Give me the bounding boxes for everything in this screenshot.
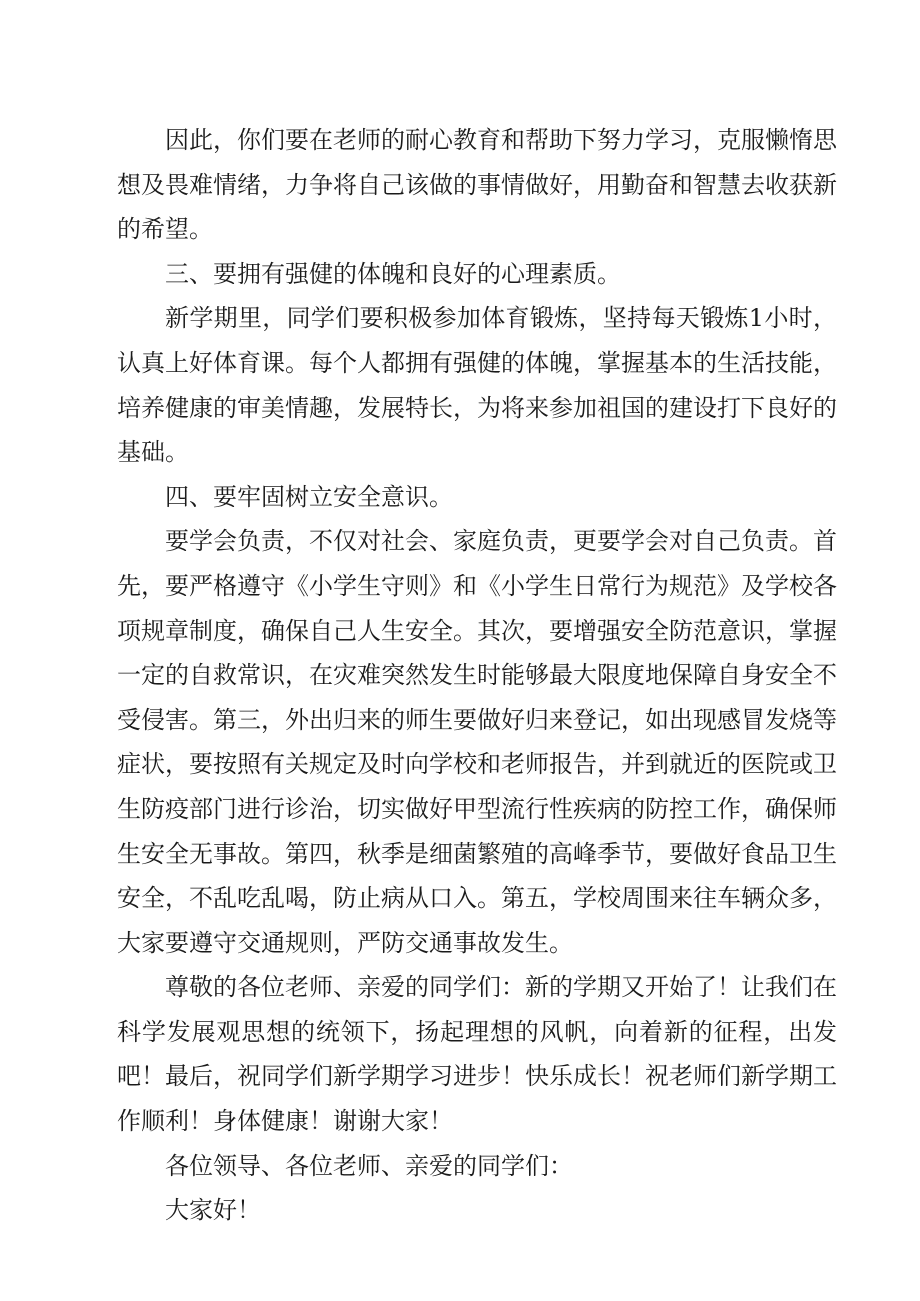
paragraph-exercise: 新学期里，同学们要积极参加体育锻炼，坚持每天锻炼1小时，认真上好体育课。每个人都拥有强健的体魄，掌握基本的生活技能，培养健康的审美情趣，发展特长，为将来参加祖国的建设打下良好的基础。 [117,304,837,467]
paragraph-greeting: 大家好！ [165,1196,261,1225]
heading-health: 三、要拥有强健的体魄和良好的心理素质。 [165,259,621,288]
paragraph-study-effort: 因此，你们要在老师的耐心教育和帮助下努力学习，克服懒惰思想及畏难情绪，力争将自己该做的事情做好，用勤奋和智慧去收获新的希望。 [117,126,837,244]
heading-safety: 四、要牢固树立安全意识。 [165,482,453,511]
paragraph-closing: 尊敬的各位老师、亲爱的同学们：新的学期又开始了！让我们在科学发展观思想的统领下，扬起理想的风帆，向着新的征程，出发吧！最后，祝同学们新学期学习进步！快乐成长！祝老师们新学期工作顺利！身体健康！谢谢大家！ [117,973,837,1136]
paragraph-safety: 要学会负责，不仅对社会、家庭负责，更要学会对自己负责。首先，要严格遵守《小学生守则》和《小学生日常行为规范》及学校各项规章制度，确保自己人生安全。其次，要增强安全防范意识，掌握一定的自救常识，在灾难突然发生时能够最大限度地保障自身安全不受侵害。第三，外出归来的师生要做好归来登记，如出现感冒发烧等症状，要按照有关规定及时向学校和老师报告，并到就近的医院或卫生防疫部门进行诊治，切实做好甲型流行性疾病的防控工作，确保师生安全无事故。第四，秋季是细菌繁殖的高峰季节，要做好食品卫生安全，不乱吃乱喝，防止病从口入。第五，学校周围来往车辆众多，大家要遵守交通规则，严防交通事故发生。 [117,527,837,957]
paragraph-salutation: 各位领导、各位老师、亲爱的同学们： [165,1151,573,1180]
document-body [117,118,837,1233]
